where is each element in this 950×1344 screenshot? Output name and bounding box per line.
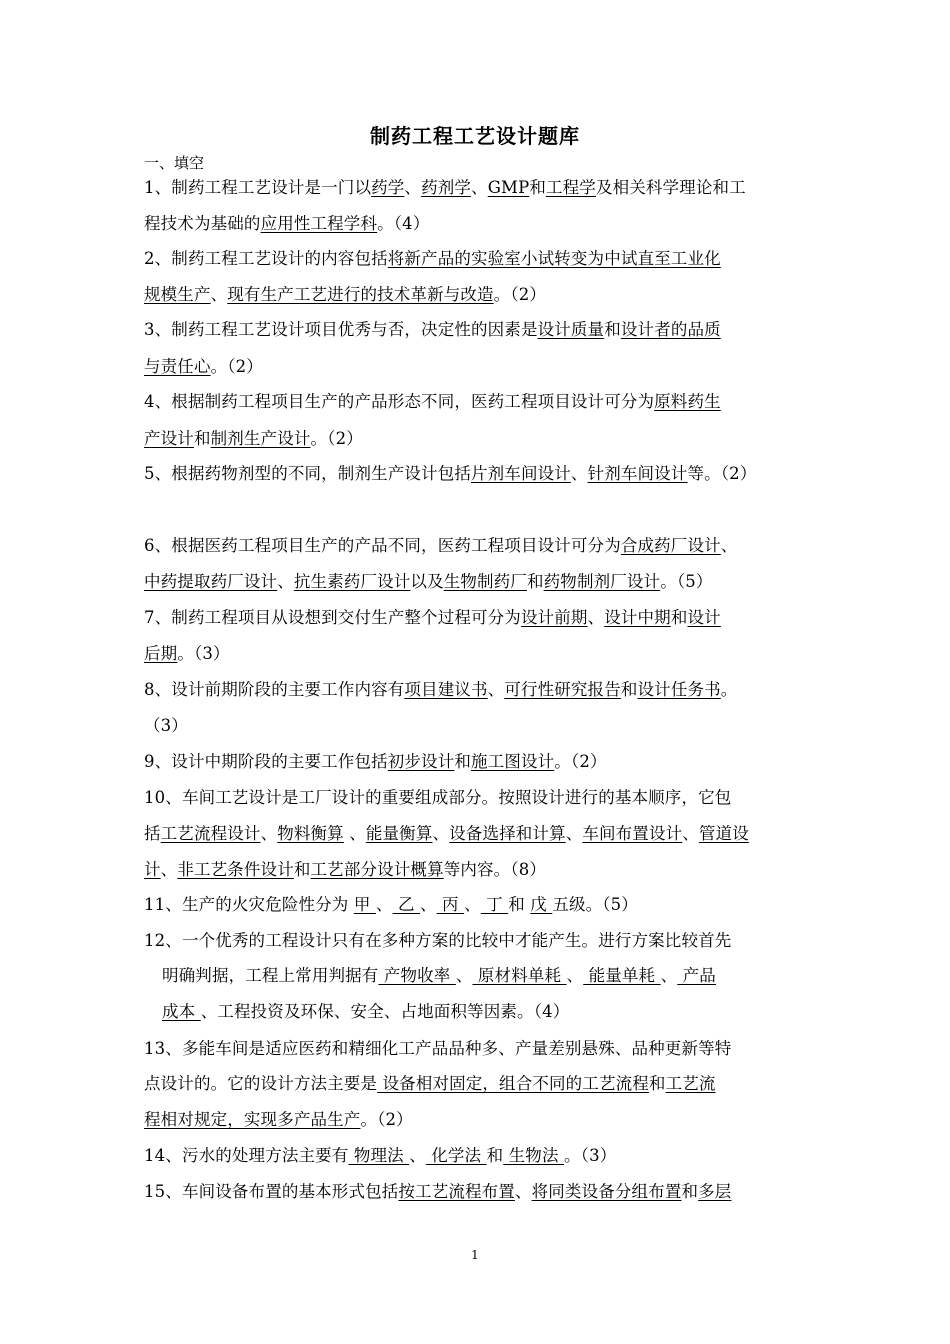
text-span: 和 (681, 1182, 699, 1201)
text-span: 点设计的。它的设计方法主要是 (144, 1074, 378, 1093)
answer-blank: 产品 (677, 966, 716, 985)
answer-blank: 设计前期 (520, 608, 588, 627)
text-line (144, 750, 814, 774)
answer-blank: 车间布置设计 (582, 824, 683, 843)
text-span: 4、根据制药工程项目生产的产品形态不同，医药工程项目设计可分为 (144, 392, 655, 411)
text-span: 、 (514, 1182, 532, 1201)
answer-blank: 项目建议书 (404, 680, 488, 699)
answer-blank: 丙 (436, 895, 465, 914)
answer-blank: 药物制剂厂设计 (543, 572, 661, 591)
text-span: 。（5） (660, 572, 713, 591)
text-line (144, 570, 814, 594)
text-line (144, 1144, 814, 1168)
text-span: 。（2） (310, 429, 363, 448)
text-line (144, 390, 814, 414)
text-span: 、 (404, 178, 422, 197)
answer-blank: 药剂学 (421, 178, 472, 197)
text-span: 、 (343, 824, 366, 843)
text-span: 和 (604, 320, 621, 339)
answer-blank: 工艺部分设计概算 (310, 860, 444, 879)
answer-blank: 设备选择和计算 (449, 824, 566, 843)
answer-blank: 设计 (687, 608, 721, 627)
text-span: 10、车间工艺设计是工厂设计的重要组成部分。按照设计进行的基本顺序，它包 (144, 788, 732, 807)
answer-blank: 规模生产 (144, 285, 211, 304)
answer-blank: 工艺流程设计 (160, 824, 261, 843)
answer-blank: 能量单耗 (583, 966, 661, 985)
text-span: 15、车间设备布置的基本形式包括 (144, 1182, 399, 1201)
text-span: 7、制药工程项目从设想到交付生产整个过程可分为 (144, 608, 521, 627)
answer-blank: 物理法 (348, 1146, 410, 1165)
text-line (144, 929, 814, 953)
text-line (144, 642, 814, 666)
text-span: 和 (648, 1074, 666, 1093)
answer-blank: 成本 (162, 1002, 201, 1021)
answer-blank: 多层 (698, 1182, 732, 1201)
text-span: 、 (432, 824, 450, 843)
text-line (144, 212, 814, 236)
text-span: 和 (508, 895, 531, 914)
text-span: 8、设计前期阶段的主要工作内容有 (144, 680, 405, 699)
answer-blank: 制剂生产设计 (210, 429, 311, 448)
text-span: 和 (620, 680, 638, 699)
answer-blank: 乙 (392, 895, 420, 914)
text-span: 。（3） (177, 644, 230, 663)
text-span: 等。（2） (687, 464, 757, 483)
answer-blank: 设备相对固定，组合不同的工艺流程 (377, 1074, 649, 1093)
answer-blank: 生物法 (503, 1146, 565, 1165)
text-span: （3） (144, 716, 188, 735)
text-span: 3、制药工程工艺设计项目优秀与否，决定性的因素是 (144, 320, 538, 339)
text-span: 5、根据药物剂型的不同，制剂生产设计包括 (144, 464, 471, 483)
text-span: 、 (660, 966, 678, 985)
text-span: 、 (210, 285, 228, 304)
answer-blank: 针剂车间设计 (587, 464, 688, 483)
answer-blank: GMP (487, 178, 530, 197)
text-span: 以及 (410, 572, 444, 591)
text-span: 和 (193, 429, 211, 448)
text-line (144, 786, 814, 810)
text-span: 。（2） (554, 752, 607, 771)
text-span: 、 (260, 824, 278, 843)
answer-blank: 原材料单耗 (472, 966, 567, 985)
text-line (144, 858, 814, 882)
text-span: 14、污水的处理方法主要有 (144, 1146, 349, 1165)
answer-blank: 戊 (530, 895, 553, 914)
text-span: 、 (409, 1146, 426, 1165)
text-span: 6、根据医药工程项目生产的产品不同，医药工程项目设计可分为 (144, 536, 621, 555)
answer-blank: 化学法 (425, 1146, 487, 1165)
text-span: 11、生产的火灾危险性分为 (144, 895, 354, 914)
text-span: 等内容。（8） (443, 860, 547, 879)
text-span: 和 (454, 752, 472, 771)
answer-blank: 丁 (480, 895, 509, 914)
text-span: 、 (720, 536, 738, 555)
answer-blank: 工程学 (545, 178, 596, 197)
text-span: 明确判据，工程上常用判据有 (162, 966, 379, 985)
answer-blank: 药学 (371, 178, 405, 197)
text-span: 、 (471, 178, 488, 197)
text-line (144, 1037, 814, 1061)
answer-blank: 与责任心 (144, 357, 211, 376)
section-heading: 一、填空 (144, 154, 205, 172)
text-span: 9、设计中期阶段的主要工作包括 (144, 752, 388, 771)
answer-blank: 抗生素药厂设计 (293, 572, 411, 591)
text-span: 五级。（5） (552, 895, 638, 914)
text-span: 。（2） (493, 285, 547, 304)
text-span: 、工程投资及环保、安全、占地面积等因素。（4） (200, 1002, 570, 1021)
text-span: 13、多能车间是适应医药和精细化工产品品种多、产量差别悬殊、品种更新等特 (144, 1039, 732, 1058)
answer-blank: 管道设 (698, 824, 749, 843)
answer-blank: 物料衡算 (277, 824, 344, 843)
text-span: 。 (720, 680, 738, 699)
text-span: 括 (144, 824, 161, 843)
text-span: 。（2） (360, 1110, 413, 1129)
text-span: 。（3） (564, 1146, 617, 1165)
answer-blank: 设计者的品质 (620, 320, 721, 339)
text-span: 、 (375, 895, 393, 914)
answer-blank: 合成药厂设计 (620, 536, 721, 555)
answer-blank: 非工艺条件设计 (177, 860, 294, 879)
text-line (144, 283, 814, 307)
text-span: 和 (293, 860, 311, 879)
text-line (144, 822, 814, 846)
text-span: 、 (277, 572, 294, 591)
text-span: 、 (487, 680, 505, 699)
text-line (144, 1072, 814, 1096)
text-span: 、 (587, 608, 605, 627)
answer-blank: 后期 (144, 644, 178, 663)
text-span: 1、制药工程工艺设计是一门以 (144, 178, 372, 197)
answer-blank: 现有生产工艺进行的技术革新与改造 (227, 285, 494, 304)
text-span: 、 (455, 966, 473, 985)
text-line (144, 678, 814, 702)
text-line (144, 318, 814, 342)
answer-blank: 产物收率 (378, 966, 456, 985)
answer-blank: 设计中期 (604, 608, 671, 627)
text-span: 及相关科学理论和工 (595, 178, 746, 197)
text-span: 和 (526, 572, 544, 591)
answer-blank: 施工图设计 (471, 752, 555, 771)
answer-blank: 生物制药厂 (443, 572, 527, 591)
text-span: 、 (682, 824, 699, 843)
text-line (144, 355, 814, 379)
text-span: 、 (566, 966, 584, 985)
answer-blank: 将新产品的实验室小试转变为中试直至工业化 (387, 249, 721, 268)
page-number: 1 (471, 1248, 479, 1262)
answer-blank: 按工艺流程布置 (398, 1182, 515, 1201)
text-span: 、 (160, 860, 178, 879)
answer-blank: 产设计 (144, 429, 194, 448)
answer-blank: 设计质量 (537, 320, 605, 339)
text-span: 和 (670, 608, 688, 627)
answer-blank: 初步设计 (387, 752, 455, 771)
text-line (162, 964, 832, 988)
text-line (144, 176, 814, 200)
text-line (144, 247, 814, 271)
answer-blank: 应用性工程学科 (260, 214, 378, 233)
text-line (144, 462, 814, 486)
text-span: 和 (486, 1146, 504, 1165)
answer-blank: 片剂车间设计 (471, 464, 571, 483)
answer-blank: 可行性研究报告 (504, 680, 621, 699)
answer-blank: 将同类设备分组布置 (531, 1182, 682, 1201)
text-span: 程技术为基础的 (144, 214, 261, 233)
text-line (144, 714, 814, 738)
answer-blank: 中药提取药厂设计 (144, 572, 278, 591)
text-span: 。（2） (210, 357, 263, 376)
answer-blank: 计 (144, 860, 161, 879)
text-line (144, 606, 814, 630)
text-span: 12、一个优秀的工程设计只有在多种方案的比较中才能产生。进行方案比较首先 (144, 931, 732, 950)
text-line (162, 1000, 832, 1024)
text-line (144, 1108, 814, 1132)
text-line (144, 427, 814, 451)
text-span: 、 (464, 895, 481, 914)
answer-blank: 工艺流 (665, 1074, 716, 1093)
answer-blank: 程相对规定，实现多产品生产 (144, 1110, 361, 1129)
answer-blank: 甲 (353, 895, 376, 914)
text-span: 、 (565, 824, 583, 843)
text-span: 、 (420, 895, 437, 914)
answer-blank: 设计任务书 (637, 680, 721, 699)
text-line (144, 534, 814, 558)
text-span: 和 (529, 178, 546, 197)
text-span: 。（4） (377, 214, 430, 233)
answer-blank: 原料药生 (654, 392, 721, 411)
answer-blank: 能量衡算 (365, 824, 433, 843)
document-title: 制药工程工艺设计题库 (370, 124, 580, 148)
text-line (144, 1180, 814, 1204)
text-span: 2、制药工程工艺设计的内容包括 (144, 249, 388, 268)
text-span: 、 (570, 464, 588, 483)
text-line (144, 893, 814, 917)
